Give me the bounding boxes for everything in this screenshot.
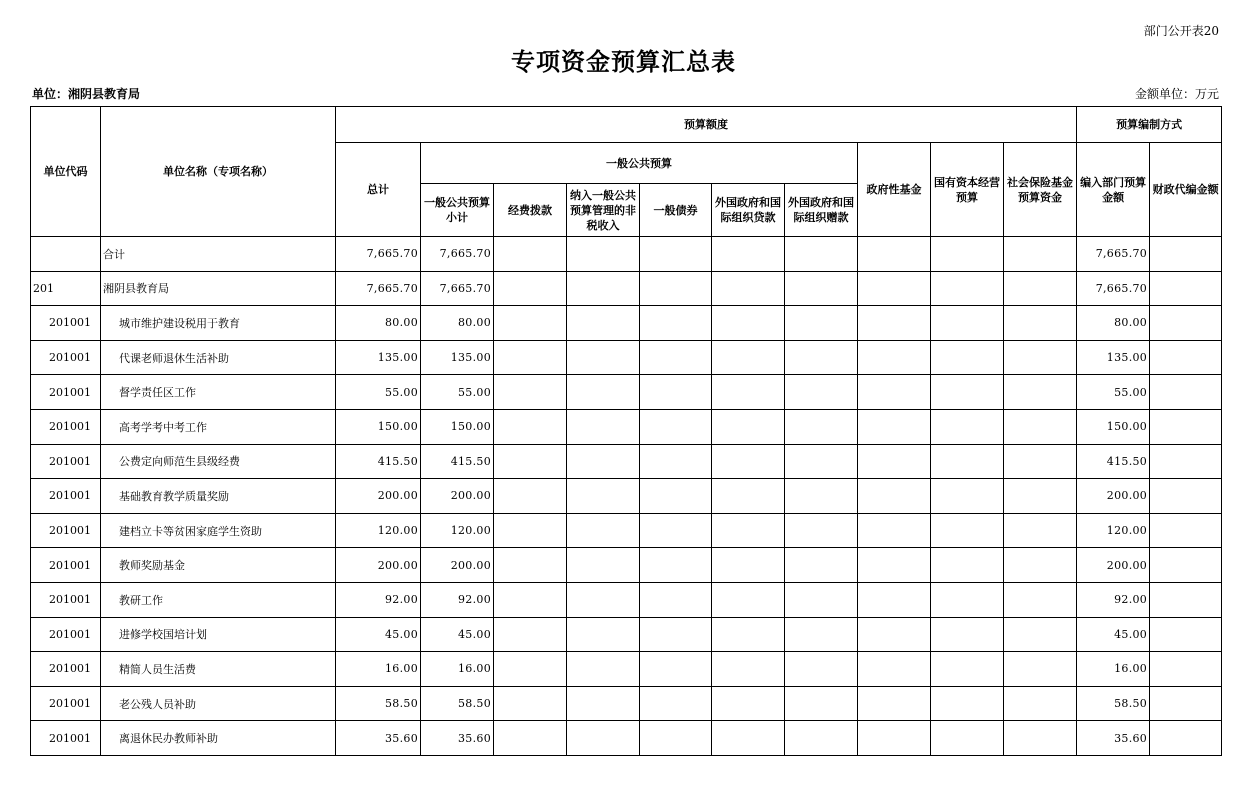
cell-state-capital <box>931 582 1004 617</box>
header-general-subtotal: 一般公共预算小计 <box>421 184 494 237</box>
cell-foreign-grant <box>785 444 858 479</box>
cell-treasury <box>1150 513 1222 548</box>
cell-state-capital <box>931 513 1004 548</box>
cell-non-tax <box>567 582 640 617</box>
cell-dept-budget: 150.00 <box>1077 409 1150 444</box>
header-non-tax: 纳入一般公共预算管理的非税收入 <box>567 184 640 237</box>
cell-treasury <box>1150 617 1222 652</box>
cell-non-tax <box>567 340 640 375</box>
header-name: 单位名称（专项名称） <box>101 107 336 237</box>
cell-social-insurance <box>1004 582 1077 617</box>
cell-non-tax <box>567 444 640 479</box>
table-row <box>31 306 1222 341</box>
cell-code: 201001 <box>31 479 101 514</box>
cell-code: 201 <box>31 271 101 306</box>
cell-name: 城市维护建设税用于教育 <box>101 306 336 341</box>
cell-non-tax <box>567 237 640 272</box>
cell-funding <box>494 340 567 375</box>
cell-foreign-loan <box>712 513 785 548</box>
unit-label: 单位：湘阴县教育局 <box>32 87 141 101</box>
cell-foreign-grant <box>785 617 858 652</box>
cell-state-capital <box>931 409 1004 444</box>
cell-general-subtotal: 135.00 <box>421 340 494 375</box>
cell-treasury <box>1150 686 1222 721</box>
cell-dept-budget: 7,665.70 <box>1077 271 1150 306</box>
header-treasury: 财政代编金额 <box>1150 143 1222 237</box>
table-row <box>31 652 1222 687</box>
cell-general-subtotal: 7,665.70 <box>421 271 494 306</box>
cell-state-capital <box>931 548 1004 583</box>
cell-foreign-loan <box>712 306 785 341</box>
table-row <box>31 375 1222 410</box>
cell-treasury <box>1150 721 1222 756</box>
cell-funding <box>494 617 567 652</box>
cell-general-bond <box>640 582 712 617</box>
cell-foreign-grant <box>785 271 858 306</box>
cell-total: 200.00 <box>336 548 421 583</box>
cell-general-bond <box>640 409 712 444</box>
cell-non-tax <box>567 513 640 548</box>
cell-code: 201001 <box>31 582 101 617</box>
cell-dept-budget: 135.00 <box>1077 340 1150 375</box>
cell-general-bond <box>640 444 712 479</box>
cell-funding <box>494 306 567 341</box>
header-state-capital: 国有资本经营预算 <box>931 143 1004 237</box>
cell-gov-fund <box>858 513 931 548</box>
cell-foreign-grant <box>785 686 858 721</box>
cell-gov-fund <box>858 306 931 341</box>
budget-table <box>30 106 1222 756</box>
cell-dept-budget: 58.50 <box>1077 686 1150 721</box>
table-row <box>31 548 1222 583</box>
cell-general-bond <box>640 686 712 721</box>
cell-state-capital <box>931 237 1004 272</box>
cell-code: 201001 <box>31 686 101 721</box>
cell-non-tax <box>567 409 640 444</box>
cell-total: 150.00 <box>336 409 421 444</box>
table-row <box>31 513 1222 548</box>
cell-foreign-loan <box>712 548 785 583</box>
cell-name: 督学责任区工作 <box>101 375 336 410</box>
cell-treasury <box>1150 582 1222 617</box>
cell-funding <box>494 582 567 617</box>
cell-treasury <box>1150 409 1222 444</box>
cell-foreign-grant <box>785 652 858 687</box>
cell-state-capital <box>931 721 1004 756</box>
cell-social-insurance <box>1004 652 1077 687</box>
cell-code: 201001 <box>31 306 101 341</box>
cell-social-insurance <box>1004 444 1077 479</box>
cell-dept-budget: 7,665.70 <box>1077 237 1150 272</box>
cell-general-subtotal: 55.00 <box>421 375 494 410</box>
cell-dept-budget: 35.60 <box>1077 721 1150 756</box>
cell-gov-fund <box>858 686 931 721</box>
header-foreign-grant: 外国政府和国际组织赠款 <box>785 184 858 237</box>
cell-foreign-loan <box>712 686 785 721</box>
cell-code: 201001 <box>31 513 101 548</box>
cell-total: 135.00 <box>336 340 421 375</box>
header-code: 单位代码 <box>31 107 101 237</box>
cell-gov-fund <box>858 340 931 375</box>
cell-social-insurance <box>1004 340 1077 375</box>
cell-code: 201001 <box>31 340 101 375</box>
cell-name: 基础教育教学质量奖励 <box>101 479 336 514</box>
table-row <box>31 409 1222 444</box>
cell-general-subtotal: 120.00 <box>421 513 494 548</box>
cell-gov-fund <box>858 237 931 272</box>
cell-code: 201001 <box>31 409 101 444</box>
cell-dept-budget: 55.00 <box>1077 375 1150 410</box>
amount-unit-label: 金额单位：万元 <box>1134 87 1219 101</box>
cell-foreign-grant <box>785 548 858 583</box>
cell-general-subtotal: 7,665.70 <box>421 237 494 272</box>
cell-general-subtotal: 45.00 <box>421 617 494 652</box>
form-number: 部门公开表20 <box>1143 24 1219 38</box>
cell-state-capital <box>931 444 1004 479</box>
cell-gov-fund <box>858 652 931 687</box>
cell-state-capital <box>931 686 1004 721</box>
cell-foreign-loan <box>712 271 785 306</box>
cell-dept-budget: 120.00 <box>1077 513 1150 548</box>
table-row <box>31 444 1222 479</box>
cell-funding <box>494 652 567 687</box>
cell-general-bond <box>640 306 712 341</box>
cell-general-subtotal: 150.00 <box>421 409 494 444</box>
cell-code: 201001 <box>31 548 101 583</box>
cell-non-tax <box>567 721 640 756</box>
cell-general-subtotal: 16.00 <box>421 652 494 687</box>
cell-treasury <box>1150 548 1222 583</box>
cell-general-bond <box>640 652 712 687</box>
table-row <box>31 237 1222 272</box>
cell-total: 55.00 <box>336 375 421 410</box>
cell-non-tax <box>567 479 640 514</box>
cell-funding <box>494 513 567 548</box>
cell-foreign-grant <box>785 237 858 272</box>
cell-code: 201001 <box>31 375 101 410</box>
cell-non-tax <box>567 375 640 410</box>
cell-funding <box>494 479 567 514</box>
cell-treasury <box>1150 479 1222 514</box>
cell-treasury <box>1150 652 1222 687</box>
cell-name: 湘阴县教育局 <box>101 271 336 306</box>
table-row <box>31 582 1222 617</box>
cell-dept-budget: 45.00 <box>1077 617 1150 652</box>
cell-total: 58.50 <box>336 686 421 721</box>
cell-general-subtotal: 80.00 <box>421 306 494 341</box>
cell-social-insurance <box>1004 513 1077 548</box>
cell-funding <box>494 444 567 479</box>
page-title: 专项资金预算汇总表 <box>511 48 736 76</box>
cell-dept-budget: 200.00 <box>1077 479 1150 514</box>
cell-dept-budget: 415.50 <box>1077 444 1150 479</box>
cell-total: 35.60 <box>336 721 421 756</box>
cell-social-insurance <box>1004 306 1077 341</box>
header-gov-fund: 政府性基金 <box>858 143 931 237</box>
header-social-insurance: 社会保险基金预算资金 <box>1004 143 1077 237</box>
cell-funding <box>494 409 567 444</box>
table-row <box>31 721 1222 756</box>
table-row <box>31 340 1222 375</box>
table-row <box>31 479 1222 514</box>
cell-general-bond <box>640 617 712 652</box>
cell-code: 201001 <box>31 444 101 479</box>
cell-social-insurance <box>1004 237 1077 272</box>
cell-funding <box>494 271 567 306</box>
cell-general-bond <box>640 548 712 583</box>
cell-name: 精简人员生活费 <box>101 652 336 687</box>
cell-foreign-loan <box>712 237 785 272</box>
cell-general-subtotal: 35.60 <box>421 721 494 756</box>
cell-funding <box>494 686 567 721</box>
cell-general-subtotal: 200.00 <box>421 479 494 514</box>
cell-gov-fund <box>858 409 931 444</box>
cell-non-tax <box>567 652 640 687</box>
cell-general-bond <box>640 375 712 410</box>
cell-total: 80.00 <box>336 306 421 341</box>
cell-foreign-grant <box>785 582 858 617</box>
cell-social-insurance <box>1004 686 1077 721</box>
cell-treasury <box>1150 444 1222 479</box>
cell-general-subtotal: 200.00 <box>421 548 494 583</box>
cell-total: 16.00 <box>336 652 421 687</box>
cell-treasury <box>1150 375 1222 410</box>
cell-general-bond <box>640 237 712 272</box>
cell-name: 进修学校国培计划 <box>101 617 336 652</box>
cell-name: 公费定向师范生县级经费 <box>101 444 336 479</box>
cell-foreign-loan <box>712 375 785 410</box>
cell-social-insurance <box>1004 548 1077 583</box>
header-budget-quota: 预算额度 <box>336 107 1077 143</box>
cell-funding <box>494 721 567 756</box>
cell-social-insurance <box>1004 271 1077 306</box>
cell-name: 离退休民办教师补助 <box>101 721 336 756</box>
header-general-bond: 一般债券 <box>640 184 712 237</box>
cell-general-bond <box>640 340 712 375</box>
cell-state-capital <box>931 652 1004 687</box>
table-row <box>31 271 1222 306</box>
cell-non-tax <box>567 686 640 721</box>
cell-foreign-grant <box>785 513 858 548</box>
cell-funding <box>494 548 567 583</box>
cell-dept-budget: 16.00 <box>1077 652 1150 687</box>
cell-foreign-loan <box>712 340 785 375</box>
cell-gov-fund <box>858 582 931 617</box>
cell-treasury <box>1150 271 1222 306</box>
cell-state-capital <box>931 306 1004 341</box>
cell-non-tax <box>567 306 640 341</box>
cell-dept-budget: 200.00 <box>1077 548 1150 583</box>
cell-name: 建档立卡等贫困家庭学生资助 <box>101 513 336 548</box>
cell-gov-fund <box>858 271 931 306</box>
cell-general-bond <box>640 271 712 306</box>
cell-general-subtotal: 92.00 <box>421 582 494 617</box>
cell-foreign-grant <box>785 479 858 514</box>
cell-total: 415.50 <box>336 444 421 479</box>
table-row <box>31 617 1222 652</box>
cell-foreign-grant <box>785 409 858 444</box>
cell-funding <box>494 237 567 272</box>
cell-foreign-loan <box>712 479 785 514</box>
table-row <box>31 686 1222 721</box>
cell-social-insurance <box>1004 721 1077 756</box>
cell-treasury <box>1150 237 1222 272</box>
cell-gov-fund <box>858 479 931 514</box>
cell-state-capital <box>931 340 1004 375</box>
cell-foreign-grant <box>785 340 858 375</box>
cell-state-capital <box>931 271 1004 306</box>
cell-code <box>31 237 101 272</box>
cell-total: 7,665.70 <box>336 271 421 306</box>
cell-social-insurance <box>1004 617 1077 652</box>
cell-non-tax <box>567 617 640 652</box>
header-dept-budget: 编入部门预算金额 <box>1077 143 1150 237</box>
cell-foreign-loan <box>712 652 785 687</box>
header-method: 预算编制方式 <box>1077 107 1222 143</box>
cell-total: 7,665.70 <box>336 237 421 272</box>
cell-code: 201001 <box>31 721 101 756</box>
cell-foreign-loan <box>712 582 785 617</box>
cell-total: 45.00 <box>336 617 421 652</box>
cell-code: 201001 <box>31 652 101 687</box>
cell-name: 高考学考中考工作 <box>101 409 336 444</box>
cell-gov-fund <box>858 375 931 410</box>
cell-total: 200.00 <box>336 479 421 514</box>
cell-gov-fund <box>858 617 931 652</box>
cell-foreign-loan <box>712 721 785 756</box>
cell-funding <box>494 375 567 410</box>
cell-total: 120.00 <box>336 513 421 548</box>
cell-dept-budget: 80.00 <box>1077 306 1150 341</box>
cell-non-tax <box>567 548 640 583</box>
table-body <box>31 237 1222 756</box>
cell-general-bond <box>640 721 712 756</box>
cell-foreign-grant <box>785 306 858 341</box>
cell-general-subtotal: 58.50 <box>421 686 494 721</box>
cell-code: 201001 <box>31 617 101 652</box>
cell-general-subtotal: 415.50 <box>421 444 494 479</box>
cell-non-tax <box>567 271 640 306</box>
header-general-budget: 一般公共预算 <box>421 143 858 184</box>
cell-gov-fund <box>858 548 931 583</box>
cell-social-insurance <box>1004 375 1077 410</box>
cell-treasury <box>1150 340 1222 375</box>
cell-foreign-grant <box>785 721 858 756</box>
cell-general-bond <box>640 513 712 548</box>
cell-foreign-grant <box>785 375 858 410</box>
cell-name: 合计 <box>101 237 336 272</box>
cell-name: 代课老师退休生活补助 <box>101 340 336 375</box>
cell-foreign-loan <box>712 444 785 479</box>
cell-name: 教师奖励基金 <box>101 548 336 583</box>
cell-foreign-loan <box>712 617 785 652</box>
cell-social-insurance <box>1004 409 1077 444</box>
cell-gov-fund <box>858 721 931 756</box>
cell-treasury <box>1150 306 1222 341</box>
cell-social-insurance <box>1004 479 1077 514</box>
cell-gov-fund <box>858 444 931 479</box>
header-funding: 经费拨款 <box>494 184 567 237</box>
cell-name: 教研工作 <box>101 582 336 617</box>
cell-state-capital <box>931 617 1004 652</box>
cell-state-capital <box>931 375 1004 410</box>
cell-state-capital <box>931 479 1004 514</box>
cell-total: 92.00 <box>336 582 421 617</box>
cell-name: 老公残人员补助 <box>101 686 336 721</box>
header-foreign-loan: 外国政府和国际组织贷款 <box>712 184 785 237</box>
header-total: 总计 <box>336 143 421 237</box>
cell-dept-budget: 92.00 <box>1077 582 1150 617</box>
cell-foreign-loan <box>712 409 785 444</box>
cell-general-bond <box>640 479 712 514</box>
